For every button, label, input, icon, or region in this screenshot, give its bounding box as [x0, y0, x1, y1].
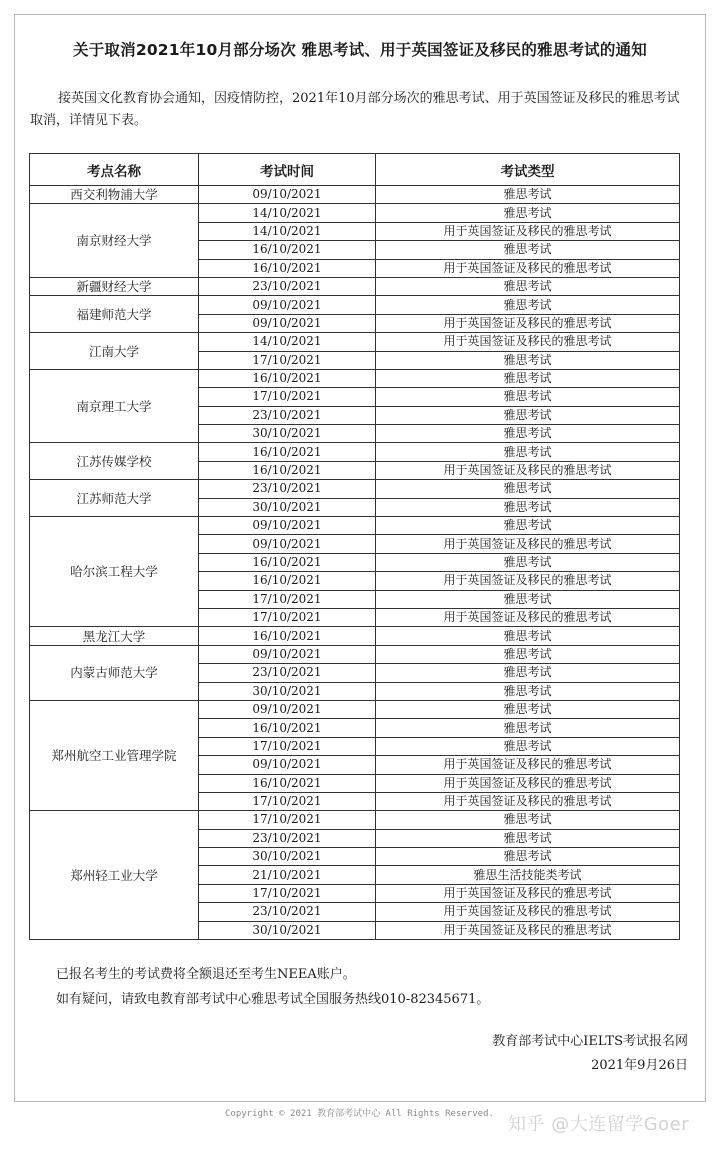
exam-type-cell: 用于英国签证及移民的雅思考试 — [376, 792, 680, 810]
table-row — [30, 369, 680, 387]
exam-type-cell: 雅思考试 — [376, 645, 680, 663]
exam-date-cell: 16/10/2021 — [199, 259, 376, 277]
exam-date-cell: 17/10/2021 — [199, 737, 376, 755]
table-header-row — [30, 154, 680, 186]
exam-type-cell: 雅思考试 — [376, 627, 680, 645]
exam-type-cell: 雅思考试 — [376, 241, 680, 259]
site-name-cell: 江苏师范大学 — [30, 480, 199, 517]
exam-type-cell: 雅思考试 — [376, 811, 680, 829]
exam-type-cell: 雅思考试 — [376, 277, 680, 295]
site-name-cell: 哈尔滨工程大学 — [30, 517, 199, 627]
site-name-cell: 新疆财经大学 — [30, 277, 199, 295]
exam-date-cell: 16/10/2021 — [199, 774, 376, 792]
exam-type-cell: 雅思考试 — [376, 517, 680, 535]
exam-type-cell: 雅思考试 — [376, 700, 680, 718]
exam-date-cell: 09/10/2021 — [199, 700, 376, 718]
exam-date-cell: 23/10/2021 — [199, 903, 376, 921]
exam-date-cell: 17/10/2021 — [199, 590, 376, 608]
exam-date-cell: 30/10/2021 — [199, 425, 376, 443]
zhihu-watermark: 知乎 @大连留学Goer — [508, 1114, 690, 1135]
signature-org: 教育部考试中心IELTS考试报名网 — [492, 1034, 688, 1049]
exam-date-cell: 09/10/2021 — [199, 517, 376, 535]
table-row — [30, 517, 680, 535]
intro-paragraph: 接英国文化教育协会通知，因疫情防控，2021年10月部分场次的雅思考试、用于英国签证及移民的雅思考试取消，详情见下表。 — [30, 91, 680, 128]
exam-date-cell: 21/10/2021 — [199, 866, 376, 884]
table-row — [30, 333, 680, 351]
exam-date-cell: 17/10/2021 — [199, 792, 376, 810]
exam-type-cell: 雅思生活技能类考试 — [376, 866, 680, 884]
exam-type-cell: 雅思考试 — [376, 443, 680, 461]
exam-type-cell: 雅思考试 — [376, 351, 680, 369]
exam-date-cell: 17/10/2021 — [199, 608, 376, 626]
site-name-cell: 福建师范大学 — [30, 296, 199, 333]
exam-date-cell: 16/10/2021 — [199, 369, 376, 387]
exam-type-cell: 用于英国签证及移民的雅思考试 — [376, 756, 680, 774]
notes — [56, 962, 489, 1012]
signature-block — [492, 1030, 688, 1078]
refund-note: 已报名考生的考试费将全额退还至考生NEEA账户。 — [56, 967, 356, 982]
hotline-note: 如有疑问，请致电教育部考试中心雅思考试全国服务热线010-82345671。 — [56, 992, 490, 1007]
exam-date-cell: 30/10/2021 — [199, 921, 376, 939]
table-row — [30, 645, 680, 663]
exam-type-cell: 雅思考试 — [376, 388, 680, 406]
table-body — [30, 186, 680, 940]
exam-date-cell: 23/10/2021 — [199, 829, 376, 847]
exam-type-cell: 雅思考试 — [376, 682, 680, 700]
exam-type-cell: 雅思考试 — [376, 369, 680, 387]
exam-date-cell: 17/10/2021 — [199, 811, 376, 829]
exam-date-cell: 16/10/2021 — [199, 443, 376, 461]
exam-type-cell: 用于英国签证及移民的雅思考试 — [376, 314, 680, 332]
exam-type-cell: 雅思考试 — [376, 204, 680, 222]
exam-date-cell: 16/10/2021 — [199, 553, 376, 571]
table-row — [30, 296, 680, 314]
exam-date-cell: 16/10/2021 — [199, 461, 376, 479]
notice-title: 关于取消2021年10月部分场次 雅思考试、用于英国签证及移民的雅思考试的通知 — [73, 41, 647, 59]
table-row — [30, 700, 680, 718]
site-name-cell: 郑州轻工业大学 — [30, 811, 199, 940]
site-name-cell: 内蒙古师范大学 — [30, 645, 199, 700]
exam-type-cell: 雅思考试 — [376, 186, 680, 204]
exam-type-cell: 用于英国签证及移民的雅思考试 — [376, 572, 680, 590]
exam-type-cell: 用于英国签证及移民的雅思考试 — [376, 333, 680, 351]
exam-date-cell: 14/10/2021 — [199, 333, 376, 351]
table-row — [30, 627, 680, 645]
exam-date-cell: 09/10/2021 — [199, 186, 376, 204]
site-name-cell: 江苏传媒学校 — [30, 443, 199, 480]
exam-date-cell: 23/10/2021 — [199, 277, 376, 295]
exam-date-cell: 30/10/2021 — [199, 498, 376, 516]
table-row — [30, 480, 680, 498]
exam-type-cell: 用于英国签证及移民的雅思考试 — [376, 461, 680, 479]
exam-type-cell: 用于英国签证及移民的雅思考试 — [376, 259, 680, 277]
exam-type-cell: 雅思考试 — [376, 737, 680, 755]
exam-date-cell: 16/10/2021 — [199, 572, 376, 590]
exam-type-cell: 用于英国签证及移民的雅思考试 — [376, 921, 680, 939]
header-type: 考试类型 — [376, 154, 680, 186]
exam-date-cell: 17/10/2021 — [199, 351, 376, 369]
site-name-cell: 江南大学 — [30, 333, 199, 370]
exam-type-cell: 用于英国签证及移民的雅思考试 — [376, 903, 680, 921]
exam-type-cell: 雅思考试 — [376, 664, 680, 682]
exam-date-cell: 14/10/2021 — [199, 204, 376, 222]
exam-type-cell: 用于英国签证及移民的雅思考试 — [376, 535, 680, 553]
exam-type-cell: 雅思考试 — [376, 425, 680, 443]
exam-date-cell: 16/10/2021 — [199, 241, 376, 259]
exam-date-cell: 09/10/2021 — [199, 645, 376, 663]
exam-date-cell: 23/10/2021 — [199, 406, 376, 424]
exam-type-cell: 用于英国签证及移民的雅思考试 — [376, 884, 680, 902]
exam-date-cell: 16/10/2021 — [199, 719, 376, 737]
exam-type-cell: 用于英国签证及移民的雅思考试 — [376, 774, 680, 792]
exam-type-cell: 雅思考试 — [376, 553, 680, 571]
exam-type-cell: 雅思考试 — [376, 829, 680, 847]
exam-date-cell: 16/10/2021 — [199, 627, 376, 645]
exam-date-cell: 30/10/2021 — [199, 848, 376, 866]
exam-type-cell: 雅思考试 — [376, 296, 680, 314]
exam-type-cell: 雅思考试 — [376, 498, 680, 516]
exam-date-cell: 23/10/2021 — [199, 480, 376, 498]
table-row — [30, 186, 680, 204]
exam-date-cell: 09/10/2021 — [199, 314, 376, 332]
exam-date-cell: 17/10/2021 — [199, 884, 376, 902]
exam-date-cell: 09/10/2021 — [199, 535, 376, 553]
exam-date-cell: 30/10/2021 — [199, 682, 376, 700]
exam-date-cell: 14/10/2021 — [199, 222, 376, 240]
exam-date-cell: 17/10/2021 — [199, 388, 376, 406]
signature-date: 2021年9月26日 — [591, 1058, 688, 1073]
header-site: 考点名称 — [30, 154, 199, 186]
exam-type-cell: 雅思考试 — [376, 590, 680, 608]
table-row — [30, 811, 680, 829]
table-row — [30, 443, 680, 461]
exam-type-cell: 雅思考试 — [376, 719, 680, 737]
cancellation-table — [29, 153, 680, 940]
header-date: 考试时间 — [199, 154, 376, 186]
site-name-cell: 南京理工大学 — [30, 369, 199, 443]
copyright-text: Copyright © 2021 教育部考试中心 All Rights Reserved. — [225, 1109, 494, 1119]
exam-type-cell: 雅思考试 — [376, 848, 680, 866]
table-row — [30, 204, 680, 222]
site-name-cell: 黑龙江大学 — [30, 627, 199, 645]
exam-type-cell: 雅思考试 — [376, 406, 680, 424]
exam-date-cell: 09/10/2021 — [199, 296, 376, 314]
exam-date-cell: 23/10/2021 — [199, 664, 376, 682]
site-name-cell: 郑州航空工业管理学院 — [30, 700, 199, 810]
exam-type-cell: 用于英国签证及移民的雅思考试 — [376, 222, 680, 240]
exam-type-cell: 用于英国签证及移民的雅思考试 — [376, 608, 680, 626]
exam-type-cell: 雅思考试 — [376, 480, 680, 498]
table-row — [30, 277, 680, 295]
site-name-cell: 南京财经大学 — [30, 204, 199, 278]
site-name-cell: 西交利物浦大学 — [30, 186, 199, 204]
exam-date-cell: 09/10/2021 — [199, 756, 376, 774]
